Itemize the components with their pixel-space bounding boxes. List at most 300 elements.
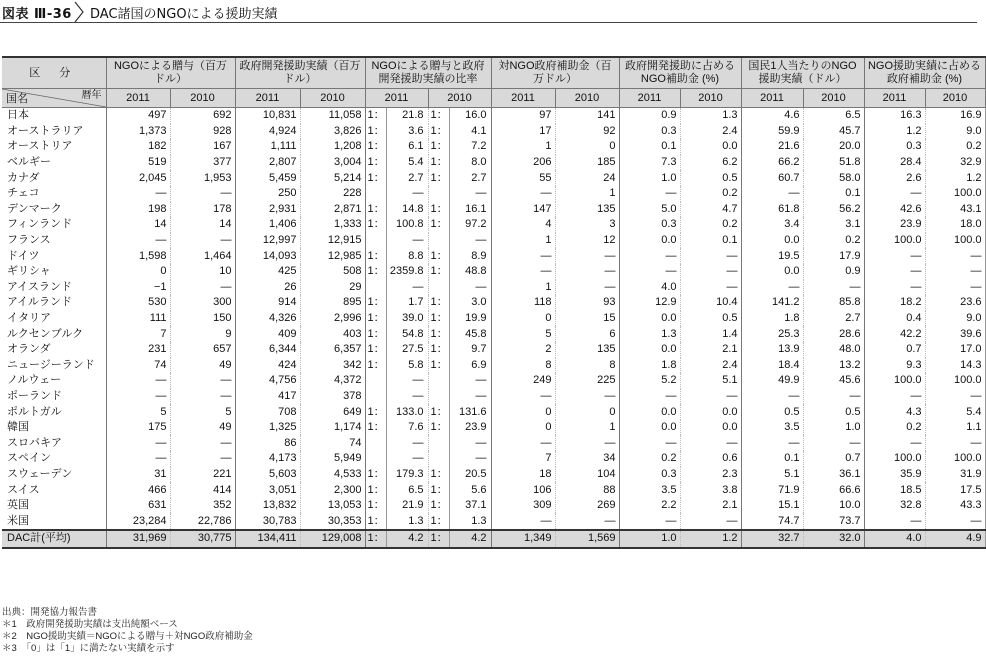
table-cell: 2359.8 — [386, 264, 428, 280]
table-cell: — — [555, 389, 619, 405]
table-cell: 20.0 — [803, 139, 864, 155]
table-cell: 8 — [555, 358, 619, 374]
table-cell: 2,996 — [300, 311, 365, 327]
table-cell: 2,807 — [235, 155, 300, 171]
year-header: 2011 — [106, 89, 170, 108]
table-cell: 32.9 — [925, 155, 985, 171]
table-cell: 9 — [170, 326, 235, 342]
table-cell: 206 — [491, 155, 555, 171]
table-cell: 182 — [106, 139, 170, 155]
table-cell: 1,333 — [300, 217, 365, 233]
table-cell: 21.9 — [386, 498, 428, 514]
table-cell: 92 — [555, 124, 619, 140]
table-cell: 928 — [170, 124, 235, 140]
ratio-prefix: 1： — [428, 342, 449, 358]
table-cell: — — [555, 513, 619, 530]
table-body — [2, 108, 985, 548]
ratio-prefix — [428, 389, 449, 405]
country-name: オーストリア — [2, 139, 106, 155]
table-cell: 0 — [491, 420, 555, 436]
ratio-prefix: 1： — [428, 311, 449, 327]
table-cell: 28.6 — [803, 326, 864, 342]
table-cell: 1,208 — [300, 139, 365, 155]
table-cell: 5.8 — [386, 358, 428, 374]
table-cell: 1,349 — [491, 530, 555, 548]
table-cell: 141 — [555, 108, 619, 124]
table-cell: 6,344 — [235, 342, 300, 358]
country-name: フランス — [2, 233, 106, 249]
table-cell: 21.8 — [386, 108, 428, 124]
table-cell: 39.0 — [386, 311, 428, 327]
table-cell: 7.3 — [619, 155, 680, 171]
ratio-prefix — [428, 280, 449, 296]
chevron-right-icon — [72, 2, 86, 22]
table-cell: 4.0 — [864, 530, 925, 548]
table-cell: 0 — [555, 404, 619, 420]
table-cell: 250 — [235, 186, 300, 202]
table-row — [2, 280, 985, 296]
table-cell: 9.0 — [925, 311, 985, 327]
table-cell: 6.9 — [449, 358, 491, 374]
table-cell: 1 — [555, 420, 619, 436]
table-cell: 6.2 — [680, 155, 741, 171]
table-cell: 2,871 — [300, 202, 365, 218]
table-cell: 249 — [491, 373, 555, 389]
table-cell: 5.1 — [741, 467, 803, 483]
table-cell: 378 — [300, 389, 365, 405]
year-header: 2010 — [803, 89, 864, 108]
table-cell: 4,326 — [235, 311, 300, 327]
table-row — [2, 108, 985, 124]
table-cell: — — [106, 451, 170, 467]
year-header: 2010 — [300, 89, 365, 108]
table-cell: 0.2 — [925, 139, 985, 155]
table-cell: 0.7 — [864, 342, 925, 358]
table-cell: — — [619, 248, 680, 264]
table-cell: 17.0 — [925, 342, 985, 358]
year-header: 2010 — [170, 89, 235, 108]
ratio-prefix: 1： — [365, 124, 386, 140]
ratio-prefix: 1： — [428, 358, 449, 374]
table-cell: 14 — [106, 217, 170, 233]
table-cell: 49.9 — [741, 373, 803, 389]
table-cell: 1,598 — [106, 248, 170, 264]
aid-table — [2, 56, 986, 549]
ratio-prefix: 1： — [428, 217, 449, 233]
table-cell: 55 — [491, 170, 555, 186]
year-header: 2011 — [491, 89, 555, 108]
ratio-prefix — [365, 280, 386, 296]
header-group: NGOによる贈与（百万ドル） — [106, 57, 235, 89]
table-cell: — — [680, 389, 741, 405]
header-group: 対NGO政府補助金（百万ドル） — [491, 57, 619, 89]
ratio-prefix: 1： — [365, 530, 386, 548]
table-cell: — — [491, 186, 555, 202]
table-cell: 97 — [491, 108, 555, 124]
table-cell: 13,053 — [300, 498, 365, 514]
table-cell: 1.0 — [619, 170, 680, 186]
ratio-prefix: 1： — [365, 513, 386, 530]
country-name: イタリア — [2, 311, 106, 327]
table-cell: 5,459 — [235, 170, 300, 186]
table-cell: 23.9 — [864, 217, 925, 233]
table-cell: — — [170, 389, 235, 405]
ratio-prefix: 1： — [428, 467, 449, 483]
table-cell: 129,008 — [300, 530, 365, 548]
table-cell: — — [170, 451, 235, 467]
table-cell: 1,953 — [170, 170, 235, 186]
table-cell: — — [803, 435, 864, 451]
table-cell: 692 — [170, 108, 235, 124]
table-cell: 2.2 — [619, 498, 680, 514]
table-cell: — — [741, 389, 803, 405]
ratio-prefix: 1： — [365, 404, 386, 420]
ratio-prefix: 1： — [428, 155, 449, 171]
table-cell: 1.8 — [741, 311, 803, 327]
table-cell: 3,004 — [300, 155, 365, 171]
table-cell: 1,174 — [300, 420, 365, 436]
table-cell: 6.5 — [803, 108, 864, 124]
table-cell: 0.1 — [680, 233, 741, 249]
table-cell: 45.8 — [449, 326, 491, 342]
table-cell: 377 — [170, 155, 235, 171]
table-cell: 4.6 — [741, 108, 803, 124]
country-name: ベルギー — [2, 155, 106, 171]
table-cell: 31.9 — [925, 467, 985, 483]
table-cell: — — [555, 435, 619, 451]
table-cell: — — [619, 264, 680, 280]
table-cell: 3 — [555, 217, 619, 233]
table-cell: 0.0 — [619, 342, 680, 358]
table-cell: 60.7 — [741, 170, 803, 186]
table-cell: — — [803, 280, 864, 296]
ratio-prefix — [428, 186, 449, 202]
ratio-prefix: 1： — [365, 326, 386, 342]
ratio-prefix — [428, 451, 449, 467]
table-cell: 12 — [555, 233, 619, 249]
table-cell: 100.0 — [925, 451, 985, 467]
table-cell: 61.8 — [741, 202, 803, 218]
table-cell: 73.7 — [803, 513, 864, 530]
header-year: 暦年 — [81, 90, 102, 101]
ratio-prefix: 1： — [365, 482, 386, 498]
table-cell: — — [925, 264, 985, 280]
table-cell: 417 — [235, 389, 300, 405]
ratio-prefix — [365, 186, 386, 202]
table-cell: 88 — [555, 482, 619, 498]
table-cell: — — [170, 373, 235, 389]
table-cell: — — [864, 186, 925, 202]
table-cell: 19.9 — [449, 311, 491, 327]
table-cell: 0.1 — [803, 186, 864, 202]
table-cell: 39.6 — [925, 326, 985, 342]
table-cell: — — [106, 389, 170, 405]
table-cell: 1.0 — [803, 420, 864, 436]
table-cell: 631 — [106, 498, 170, 514]
table-cell: 6.1 — [386, 139, 428, 155]
table-cell: — — [449, 435, 491, 451]
table-cell: 497 — [106, 108, 170, 124]
table-cell: 21.6 — [741, 139, 803, 155]
table-cell: — — [449, 186, 491, 202]
table-cell: — — [680, 264, 741, 280]
table-cell: 59.9 — [741, 124, 803, 140]
table-cell: 5.4 — [925, 404, 985, 420]
table-cell: 1.3 — [619, 326, 680, 342]
table-cell: 5 — [491, 326, 555, 342]
table-row — [2, 326, 985, 342]
country-name: スウェーデン — [2, 467, 106, 483]
table-cell: 4,756 — [235, 373, 300, 389]
table-cell: 1 — [491, 280, 555, 296]
table-cell: — — [619, 389, 680, 405]
table-cell: 425 — [235, 264, 300, 280]
table-cell: 5,603 — [235, 467, 300, 483]
table-cell: 14.3 — [925, 358, 985, 374]
table-cell: 45.6 — [803, 373, 864, 389]
ratio-prefix: 1： — [365, 498, 386, 514]
table-cell: 17 — [491, 124, 555, 140]
table-cell: — — [386, 233, 428, 249]
table-cell: 66.6 — [803, 482, 864, 498]
table-cell: 31 — [106, 467, 170, 483]
table-row — [2, 217, 985, 233]
country-name: 英国 — [2, 498, 106, 514]
table-cell: — — [555, 280, 619, 296]
table-cell: 14,093 — [235, 248, 300, 264]
ratio-prefix — [428, 435, 449, 451]
table-cell: 9.3 — [864, 358, 925, 374]
table-cell: 1.3 — [680, 108, 741, 124]
table-cell: 519 — [106, 155, 170, 171]
table-cell: 0.0 — [619, 404, 680, 420]
table-cell: — — [741, 186, 803, 202]
table-cell: — — [449, 451, 491, 467]
table-cell: 4,924 — [235, 124, 300, 140]
ratio-prefix: 1： — [428, 404, 449, 420]
table-cell: 2 — [491, 342, 555, 358]
year-header: 2011 — [235, 89, 300, 108]
table-cell: 27.5 — [386, 342, 428, 358]
table-cell: 34 — [555, 451, 619, 467]
table-cell: 4,533 — [300, 467, 365, 483]
table-row — [2, 467, 985, 483]
country-name: スペイン — [2, 451, 106, 467]
table-cell: 0.2 — [680, 186, 741, 202]
header-group: NGO援助実績に占める政府補助金 (%) — [864, 57, 985, 89]
table-row — [2, 435, 985, 451]
figure-label: 図表 Ⅲ-36 — [2, 7, 72, 22]
table-cell: 1.1 — [925, 420, 985, 436]
table-cell: — — [386, 451, 428, 467]
country-name: カナダ — [2, 170, 106, 186]
table-row — [2, 155, 985, 171]
table-cell: 4.1 — [449, 124, 491, 140]
year-header: 2010 — [680, 89, 741, 108]
table-cell: — — [386, 389, 428, 405]
table-cell: 4,173 — [235, 451, 300, 467]
country-name: オーストラリア — [2, 124, 106, 140]
note-item: ＊3 「0」は「1」に満たない実績を示す — [2, 643, 175, 654]
table-row — [2, 404, 985, 420]
table-cell: 30,353 — [300, 513, 365, 530]
table-cell: — — [925, 389, 985, 405]
table-row — [2, 498, 985, 514]
table-cell: — — [864, 280, 925, 296]
table-cell: 2,300 — [300, 482, 365, 498]
table-cell: 1 — [555, 186, 619, 202]
table-cell: 13.2 — [803, 358, 864, 374]
table-cell: 0.1 — [741, 451, 803, 467]
table-cell: 0.0 — [619, 420, 680, 436]
table-cell: 5 — [170, 404, 235, 420]
table-cell: 13,832 — [235, 498, 300, 514]
table-cell: 0.2 — [864, 420, 925, 436]
country-name: 米国 — [2, 513, 106, 530]
table-cell: — — [491, 513, 555, 530]
table-cell: 10.0 — [803, 498, 864, 514]
note-source: 出典：開発協力報告書 — [2, 607, 98, 618]
table-cell: 131.6 — [449, 404, 491, 420]
country-name: デンマーク — [2, 202, 106, 218]
table-row — [2, 513, 985, 530]
table-row — [2, 342, 985, 358]
table-cell: 14.8 — [386, 202, 428, 218]
table-cell: 43.3 — [925, 498, 985, 514]
header-group: 政府開発援助に占めるNGO補助金 (%) — [619, 57, 741, 89]
table-row — [2, 186, 985, 202]
table-cell: 179.3 — [386, 467, 428, 483]
table-cell: — — [864, 435, 925, 451]
table-cell: 15 — [555, 311, 619, 327]
table-cell: 93 — [555, 295, 619, 311]
table-cell: 0.9 — [619, 108, 680, 124]
table-cell: 352 — [170, 498, 235, 514]
table-cell: — — [491, 248, 555, 264]
table-cell: 20.5 — [449, 467, 491, 483]
table-cell: 2,931 — [235, 202, 300, 218]
table-cell: 26 — [235, 280, 300, 296]
table-cell: 42.6 — [864, 202, 925, 218]
table-cell: 8 — [491, 358, 555, 374]
table-cell: 133.0 — [386, 404, 428, 420]
year-header: 2011 — [864, 89, 925, 108]
table-cell: 30,783 — [235, 513, 300, 530]
table-cell: 5,949 — [300, 451, 365, 467]
table-cell: 175 — [106, 420, 170, 436]
table-cell: — — [386, 435, 428, 451]
table-cell: — — [555, 264, 619, 280]
table-cell: 3,051 — [235, 482, 300, 498]
table-cell: — — [925, 513, 985, 530]
table-cell: 29 — [300, 280, 365, 296]
table-cell: — — [106, 435, 170, 451]
table-cell: 403 — [300, 326, 365, 342]
table-cell: 0.3 — [619, 467, 680, 483]
table-cell: 100.0 — [864, 233, 925, 249]
table-row — [2, 482, 985, 498]
table-cell: — — [170, 435, 235, 451]
table-cell: 3.8 — [680, 482, 741, 498]
table-cell: 0.0 — [680, 420, 741, 436]
table-cell: 86 — [235, 435, 300, 451]
table-cell: 0.1 — [619, 139, 680, 155]
ratio-prefix — [365, 389, 386, 405]
table-cell: — — [386, 280, 428, 296]
table-cell: 135 — [555, 342, 619, 358]
table-cell: — — [619, 435, 680, 451]
country-name: スイス — [2, 482, 106, 498]
table-cell: 4.0 — [619, 280, 680, 296]
table-cell: — — [680, 435, 741, 451]
ratio-prefix: 1： — [365, 248, 386, 264]
table-cell: 71.9 — [741, 482, 803, 498]
table-cell: — — [741, 280, 803, 296]
table-cell: — — [449, 233, 491, 249]
country-name: DAC計(平均) — [2, 530, 106, 548]
ratio-prefix: 1： — [428, 139, 449, 155]
table-cell: 5.6 — [449, 482, 491, 498]
table-cell: 1,464 — [170, 248, 235, 264]
table-cell: 32.0 — [803, 530, 864, 548]
table-cell: 100.0 — [925, 186, 985, 202]
table-cell: 1,325 — [235, 420, 300, 436]
table-cell: 74 — [106, 358, 170, 374]
table-cell: 0.2 — [803, 233, 864, 249]
ratio-prefix: 1： — [365, 139, 386, 155]
table-row — [2, 389, 985, 405]
table-cell: 16.9 — [925, 108, 985, 124]
ratio-prefix: 1： — [365, 202, 386, 218]
table-cell: — — [555, 248, 619, 264]
table-cell: 32.7 — [741, 530, 803, 548]
table-cell: 0.3 — [864, 139, 925, 155]
table-row — [2, 202, 985, 218]
table-cell: 16.0 — [449, 108, 491, 124]
table-cell: 2.1 — [680, 342, 741, 358]
table-cell: 1,569 — [555, 530, 619, 548]
country-name: 日本 — [2, 108, 106, 124]
table-cell: 18.0 — [925, 217, 985, 233]
table-cell: 4,372 — [300, 373, 365, 389]
table-cell: — — [449, 389, 491, 405]
table-cell: 15.1 — [741, 498, 803, 514]
table-cell: — — [491, 389, 555, 405]
year-header: 2010 — [555, 89, 619, 108]
table-cell: 0 — [491, 311, 555, 327]
table-cell: 111 — [106, 311, 170, 327]
table-cell: 54.8 — [386, 326, 428, 342]
table-row — [2, 420, 985, 436]
table-cell: — — [925, 248, 985, 264]
table-cell: — — [864, 389, 925, 405]
table-cell: 16.3 — [864, 108, 925, 124]
table-cell: 1.4 — [680, 326, 741, 342]
table-cell: 8.9 — [449, 248, 491, 264]
ratio-prefix: 1： — [428, 264, 449, 280]
table-cell: 17.9 — [803, 248, 864, 264]
country-name: ルクセンブルク — [2, 326, 106, 342]
table-cell: 134,411 — [235, 530, 300, 548]
table-row — [2, 170, 985, 186]
table-cell: 2,045 — [106, 170, 170, 186]
table-row — [2, 373, 985, 389]
table-cell: 5.0 — [619, 202, 680, 218]
table-cell: 409 — [235, 326, 300, 342]
table-cell: 3,826 — [300, 124, 365, 140]
table-cell: 2.6 — [864, 170, 925, 186]
table-cell: 3.6 — [386, 124, 428, 140]
